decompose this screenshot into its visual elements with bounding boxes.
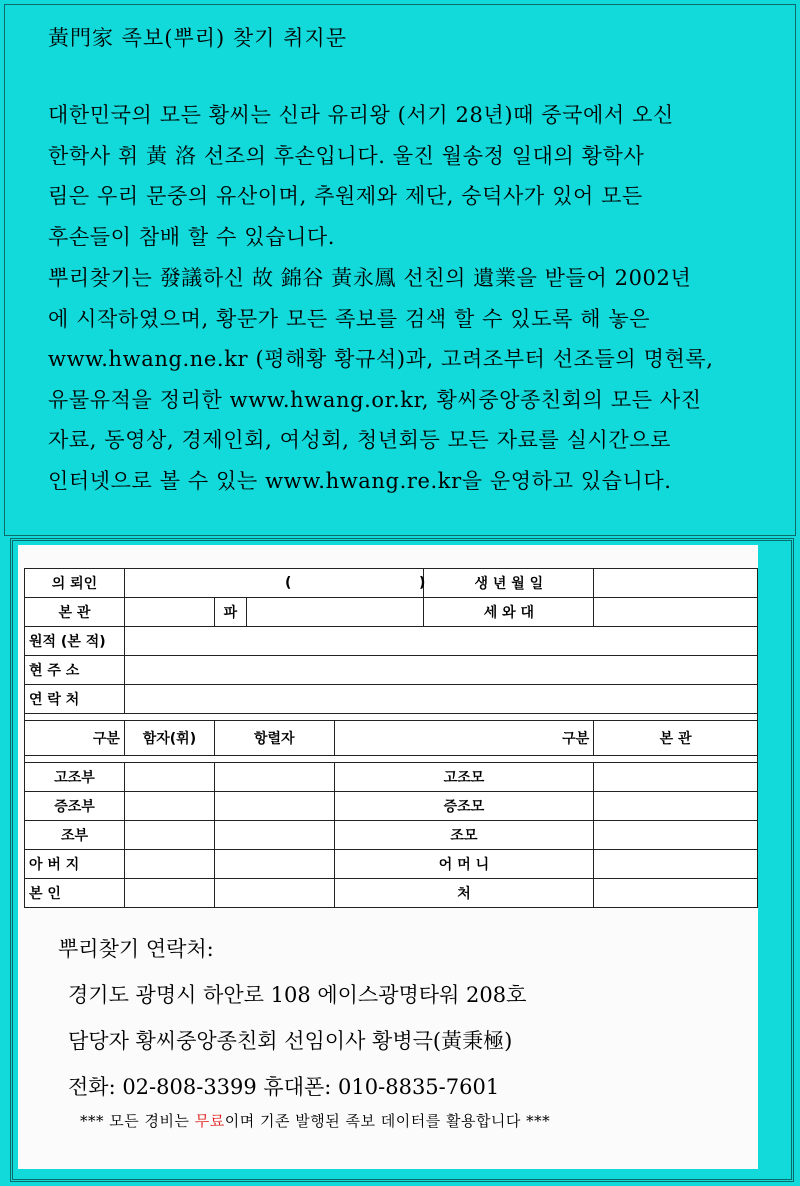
bongwan-field[interactable] [594, 850, 758, 879]
table-row [25, 627, 758, 656]
spacer-row [25, 756, 758, 763]
paren-open: ( [284, 575, 292, 591]
bongwan-field[interactable] [594, 879, 758, 908]
table-row [25, 879, 758, 908]
request-form-table [24, 568, 758, 908]
name-field[interactable] [124, 850, 214, 879]
table-row [25, 598, 758, 627]
name-field[interactable] [124, 792, 214, 821]
cost-notice [80, 1110, 550, 1131]
relation-label: 증조부 [25, 792, 125, 821]
spacer-row [25, 714, 758, 721]
wonjeok-field[interactable] [124, 627, 757, 656]
pa-field[interactable] [246, 598, 424, 627]
relation-label: 조부 [25, 821, 125, 850]
bongwan-field[interactable] [124, 598, 214, 627]
page-title: 黃門家 족보(뿌리) 찾기 취지문 [48, 26, 347, 50]
intro-paragraph [48, 95, 778, 257]
address-label: 현 주 소 [25, 656, 125, 685]
hangnyeolja-header: 항렬자 [214, 721, 334, 756]
bongwan-header: 본 관 [594, 721, 758, 756]
requester-label: 의 뢰인 [25, 569, 125, 598]
gubun-header-1: 구분 [25, 721, 125, 756]
table-row [25, 792, 758, 821]
text-line: www.hwang.ne.kr (평해황 황규석)과, 고려조부터 선조들의 명현록, [48, 347, 714, 371]
table-row [25, 569, 758, 598]
text-line: 후손들이 참배 할 수 있습니다. [48, 224, 336, 249]
bongwan-field[interactable] [594, 821, 758, 850]
notice-suffix: 이며 기존 발행된 족보 데이터를 활용합니다 *** [224, 1112, 551, 1130]
address-field[interactable] [124, 656, 757, 685]
birth-field[interactable] [594, 569, 758, 598]
birth-label: 생 년 월 일 [424, 569, 594, 598]
contact-phone: 전화: 02-808-3399 휴대폰: 010-8835-7601 [68, 1075, 500, 1099]
text-line: 한학사 휘 黃 洛 선조의 후손입니다. 울진 월송정 일대의 황학사 [48, 143, 645, 168]
hamja-header: 함자(휘) [124, 721, 214, 756]
wonjeok-label: 원적 (본 적) [25, 627, 125, 656]
text-line: 에 시작하였으며, 황문가 모든 족보를 검색 할 수 있도록 해 놓은 [48, 306, 651, 331]
form-side-strip [758, 545, 788, 1169]
generation-field[interactable] [214, 850, 334, 879]
relation-label: 본 인 [25, 879, 125, 908]
free-highlight: 무료 [194, 1112, 225, 1130]
name-field[interactable] [124, 879, 214, 908]
contact-heading: 뿌리찾기 연락처: [58, 937, 214, 961]
name-field[interactable] [124, 821, 214, 850]
text-line: 뿌리찾기는 發議하신 故 錦谷 黃永鳳 선친의 遺業을 받들어 2002년 [48, 266, 692, 290]
relation-label: 조모 [334, 821, 594, 850]
history-paragraph [48, 258, 778, 501]
contact-field[interactable] [124, 685, 757, 714]
gubun-header-2: 구분 [334, 721, 594, 756]
table-row [25, 756, 758, 763]
text-line: 자료, 동영상, 경제인회, 여성회, 청년회등 모든 자료를 실시간으로 [48, 428, 672, 452]
table-row [25, 721, 758, 756]
requester-field[interactable] [124, 569, 424, 598]
notice-prefix: *** 모든 경비는 [80, 1112, 195, 1130]
table-row [25, 656, 758, 685]
generation-field[interactable] [214, 821, 334, 850]
contact-label: 연 락 처 [25, 685, 125, 714]
text-line: 림은 우리 문중의 유산이며, 추원제와 제단, 숭덕사가 있어 모든 [48, 184, 643, 208]
sewadae-field[interactable] [594, 598, 758, 627]
table-row [25, 714, 758, 721]
contact-block [58, 926, 526, 1110]
contact-address: 경기도 광명시 하안로 108 에이스광명타워 208호 [68, 983, 527, 1007]
paren-close: ) [418, 575, 426, 591]
name-field[interactable] [124, 763, 214, 792]
bongwan-field[interactable] [594, 792, 758, 821]
text-line: 대한민국의 모든 황씨는 신라 유리왕 (서기 28년)때 중국에서 오신 [48, 103, 674, 127]
relation-label: 증조모 [334, 792, 594, 821]
sewadae-label: 세 와 대 [424, 598, 594, 627]
relation-label: 고조모 [334, 763, 594, 792]
bongwan-field[interactable] [594, 763, 758, 792]
generation-field[interactable] [214, 763, 334, 792]
bongwan-label: 본 관 [25, 598, 125, 627]
relation-label: 어 머 니 [334, 850, 594, 879]
relation-label: 처 [334, 879, 594, 908]
text-line: 유물유적을 정리한 www.hwang.or.kr, 황씨중앙종친회의 모든 사진 [48, 387, 702, 412]
relation-label: 아 버 지 [25, 850, 125, 879]
table-row [25, 685, 758, 714]
generation-field[interactable] [214, 879, 334, 908]
table-row [25, 821, 758, 850]
table-row [25, 763, 758, 792]
table-row [25, 850, 758, 879]
contact-person: 담당자 황씨중앙종친회 선임이사 황병극(黃秉極) [68, 1029, 513, 1053]
text-line: 인터넷으로 볼 수 있는 www.hwang.re.kr을 운영하고 있습니다. [48, 468, 672, 493]
generation-field[interactable] [214, 792, 334, 821]
relation-label: 고조부 [25, 763, 125, 792]
pa-label: 파 [214, 598, 246, 627]
